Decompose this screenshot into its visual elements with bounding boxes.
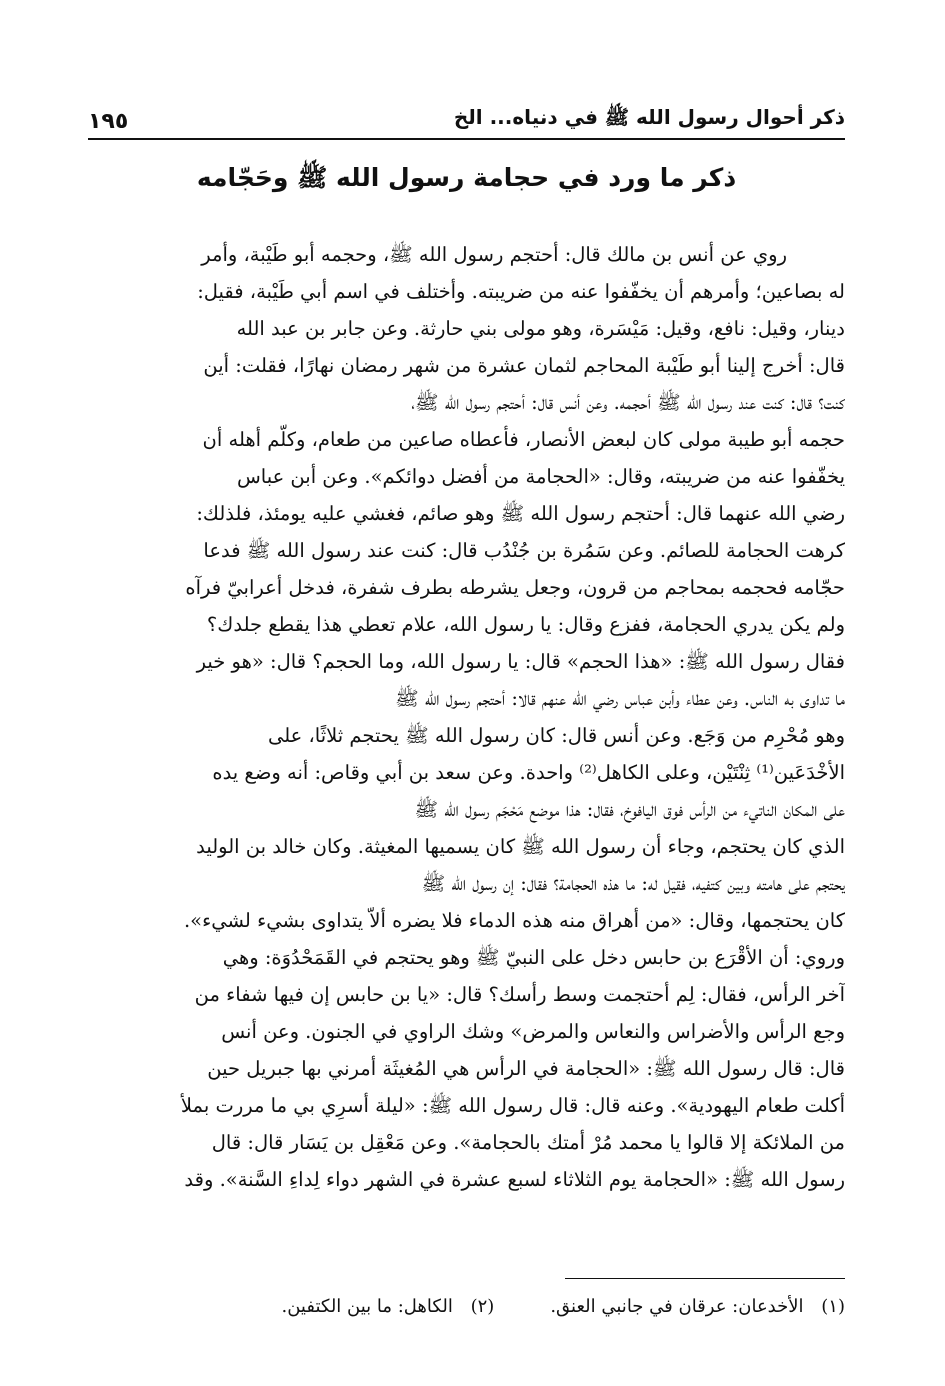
body-line: وجع الرأس والأضراس والنعاس والمرض» وشك الراوي في الجنون. وعن أنس [221, 1020, 845, 1043]
body-line: كرهت الحجامة للصائم. وعن سَمُرة بن جُنْدُب قال: كنت عند رسول الله ﷺ فدعا [203, 539, 845, 562]
footnote [550, 1296, 845, 1317]
body-line: الأخْدَعَين⁽¹⁾ ثِنْتَيْن، وعلى الكاهل⁽²⁾ واحدة. وعن سعد بن أبي وقاص: أنه وضع يده [212, 761, 845, 784]
body-line: قال: قال رسول الله ﷺ: «الحجامة في الرأس هي المُغيثَة أمرني بها جبريل حين [207, 1057, 845, 1080]
footnote-text: الأخدعان: عرقان في جانبي العنق. [550, 1296, 804, 1317]
body-line: آخر الرأس، فقال: لِم أحتجمت وسط رأسك؟ قال: «يا بن حابس إن فيها شفاء من [194, 983, 845, 1006]
body-line: ولم يكن يدري الحجامة، ففزع وقال: يا رسول الله، علام تعطي هذا يقطع جلدك؟ [206, 613, 845, 636]
page-number: ١٩٥ [88, 109, 129, 134]
body-line: رسول الله ﷺ: «الحجامة يوم الثلاثاء لسبع عشرة في الشهر دواء لِداءِ السَّنة». وقد [184, 1168, 845, 1191]
footnote-text: الكاهل: ما بين الكتفين. [281, 1296, 453, 1317]
body-line: كنت؟ قال: كنت عند رسول الله ﷺ أحجمه. وعن أنس قال: أحتجم رسول الله ﷺ، [411, 391, 845, 414]
body-line: كان يحتجمها، وقال: «من أهراق منه هذه الدماء فلا يضره ألاّ يتداوى بشيء لشيء». [183, 909, 845, 932]
body-line: روي عن أنس بن مالك قال: أحتجم رسول الله ﷺ، وحجمه أبو طَيْبة، وأمر [201, 243, 787, 266]
running-header [88, 94, 845, 134]
body-line: فقال رسول الله ﷺ: «هذا الحجم» قال: يا رسول الله، وما الحجم؟ قال: «هو خير [196, 650, 845, 673]
body-line: ما تداوى به الناس. وعن عطاء وأبن عباس رضي الله عنهم قالا: أحتجم رسول الله ﷺ [395, 687, 845, 710]
footnote-rule [565, 1278, 845, 1279]
footnote-number: (٢) [470, 1296, 495, 1317]
body-line: له بصاعين؛ وأمرهم أن يخفّفوا عنه من ضريبته. وأختلف في اسم أبي طَيْبة، فقيل: [197, 280, 845, 303]
body-line: الذي كان يحتجم، وجاء أن رسول الله ﷺ كان يسميها المغيثة. وكان خالد بن الوليد [196, 835, 845, 858]
header-rule [88, 138, 845, 140]
body-line: حجّامه فحجمه بمحاجم من قرون، وجعل يشرطه بطرف شفرة، فدخل أعرابيّ فرآه [185, 576, 845, 599]
running-title: ذكر أحوال رسول الله ﷺ في دنياه... الخ [453, 105, 845, 129]
body-line: وهو مُحْرِم من وَجَع. وعن أنس قال: كان رسول الله ﷺ يحتجم ثلاثًا، على [267, 724, 845, 747]
body-line: وروي: أن الأقْرَع بن حابس دخل على النبيّ ﷺ وهو يحتجم في القَمَحْدُوَة: وهي [222, 946, 845, 969]
body-line: رضي الله عنهما قال: أحتجم رسول الله ﷺ وهو صائم، فغشي عليه يومئذ، فلذلك: [196, 502, 845, 525]
body-line: دينار، وقيل: نافع، وقيل: مَيْسَرة، وهو مولى بني حارثة. وعن جابر بن عبد الله [236, 317, 845, 340]
body-line: قال: أخرج إلينا أبو طَيْبة المحاجم لثمان عشرة من شهر رمضان نهارًا، فقلت: أين [203, 354, 845, 377]
body-line: على المكان الناتيء من الرأس فوق اليافوخ، فقال: هذا موضع مَحْجَم رسول الله ﷺ [414, 798, 845, 821]
footnote [281, 1296, 494, 1317]
body-line: أكلت طعام اليهودية». وعنه قال: قال رسول الله ﷺ: «ليلة أسرِي بي ما مررت بملأ [180, 1094, 845, 1117]
body-text [88, 236, 845, 1198]
body-line: يحتجم على هامته وبين كتفيه، فقيل له: ما هذه الحجامة؟ فقال: إن رسول الله ﷺ [421, 872, 845, 895]
body-line: حجمه أبو طيبة مولى كان لبعض الأنصار، فأعطاه صاعين من طعام، وكلّم أهله أن [202, 428, 845, 451]
footnotes [88, 1296, 845, 1317]
body-line: يخفّفوا عنه من ضريبته، وقال: «الحجامة من أفضل دوائكم». وعن أبن عباس [236, 465, 845, 488]
section-title: ذكر ما ورد في حجامة رسول الله ﷺ وحَجّامه [196, 163, 737, 192]
body-line: من الملائكة إلا قالوا يا محمد مُرْ أمتك بالحجامة». وعن مَعْقِل بن يَسَار قال: قال [211, 1131, 845, 1154]
footnote-number: (١) [821, 1296, 845, 1317]
